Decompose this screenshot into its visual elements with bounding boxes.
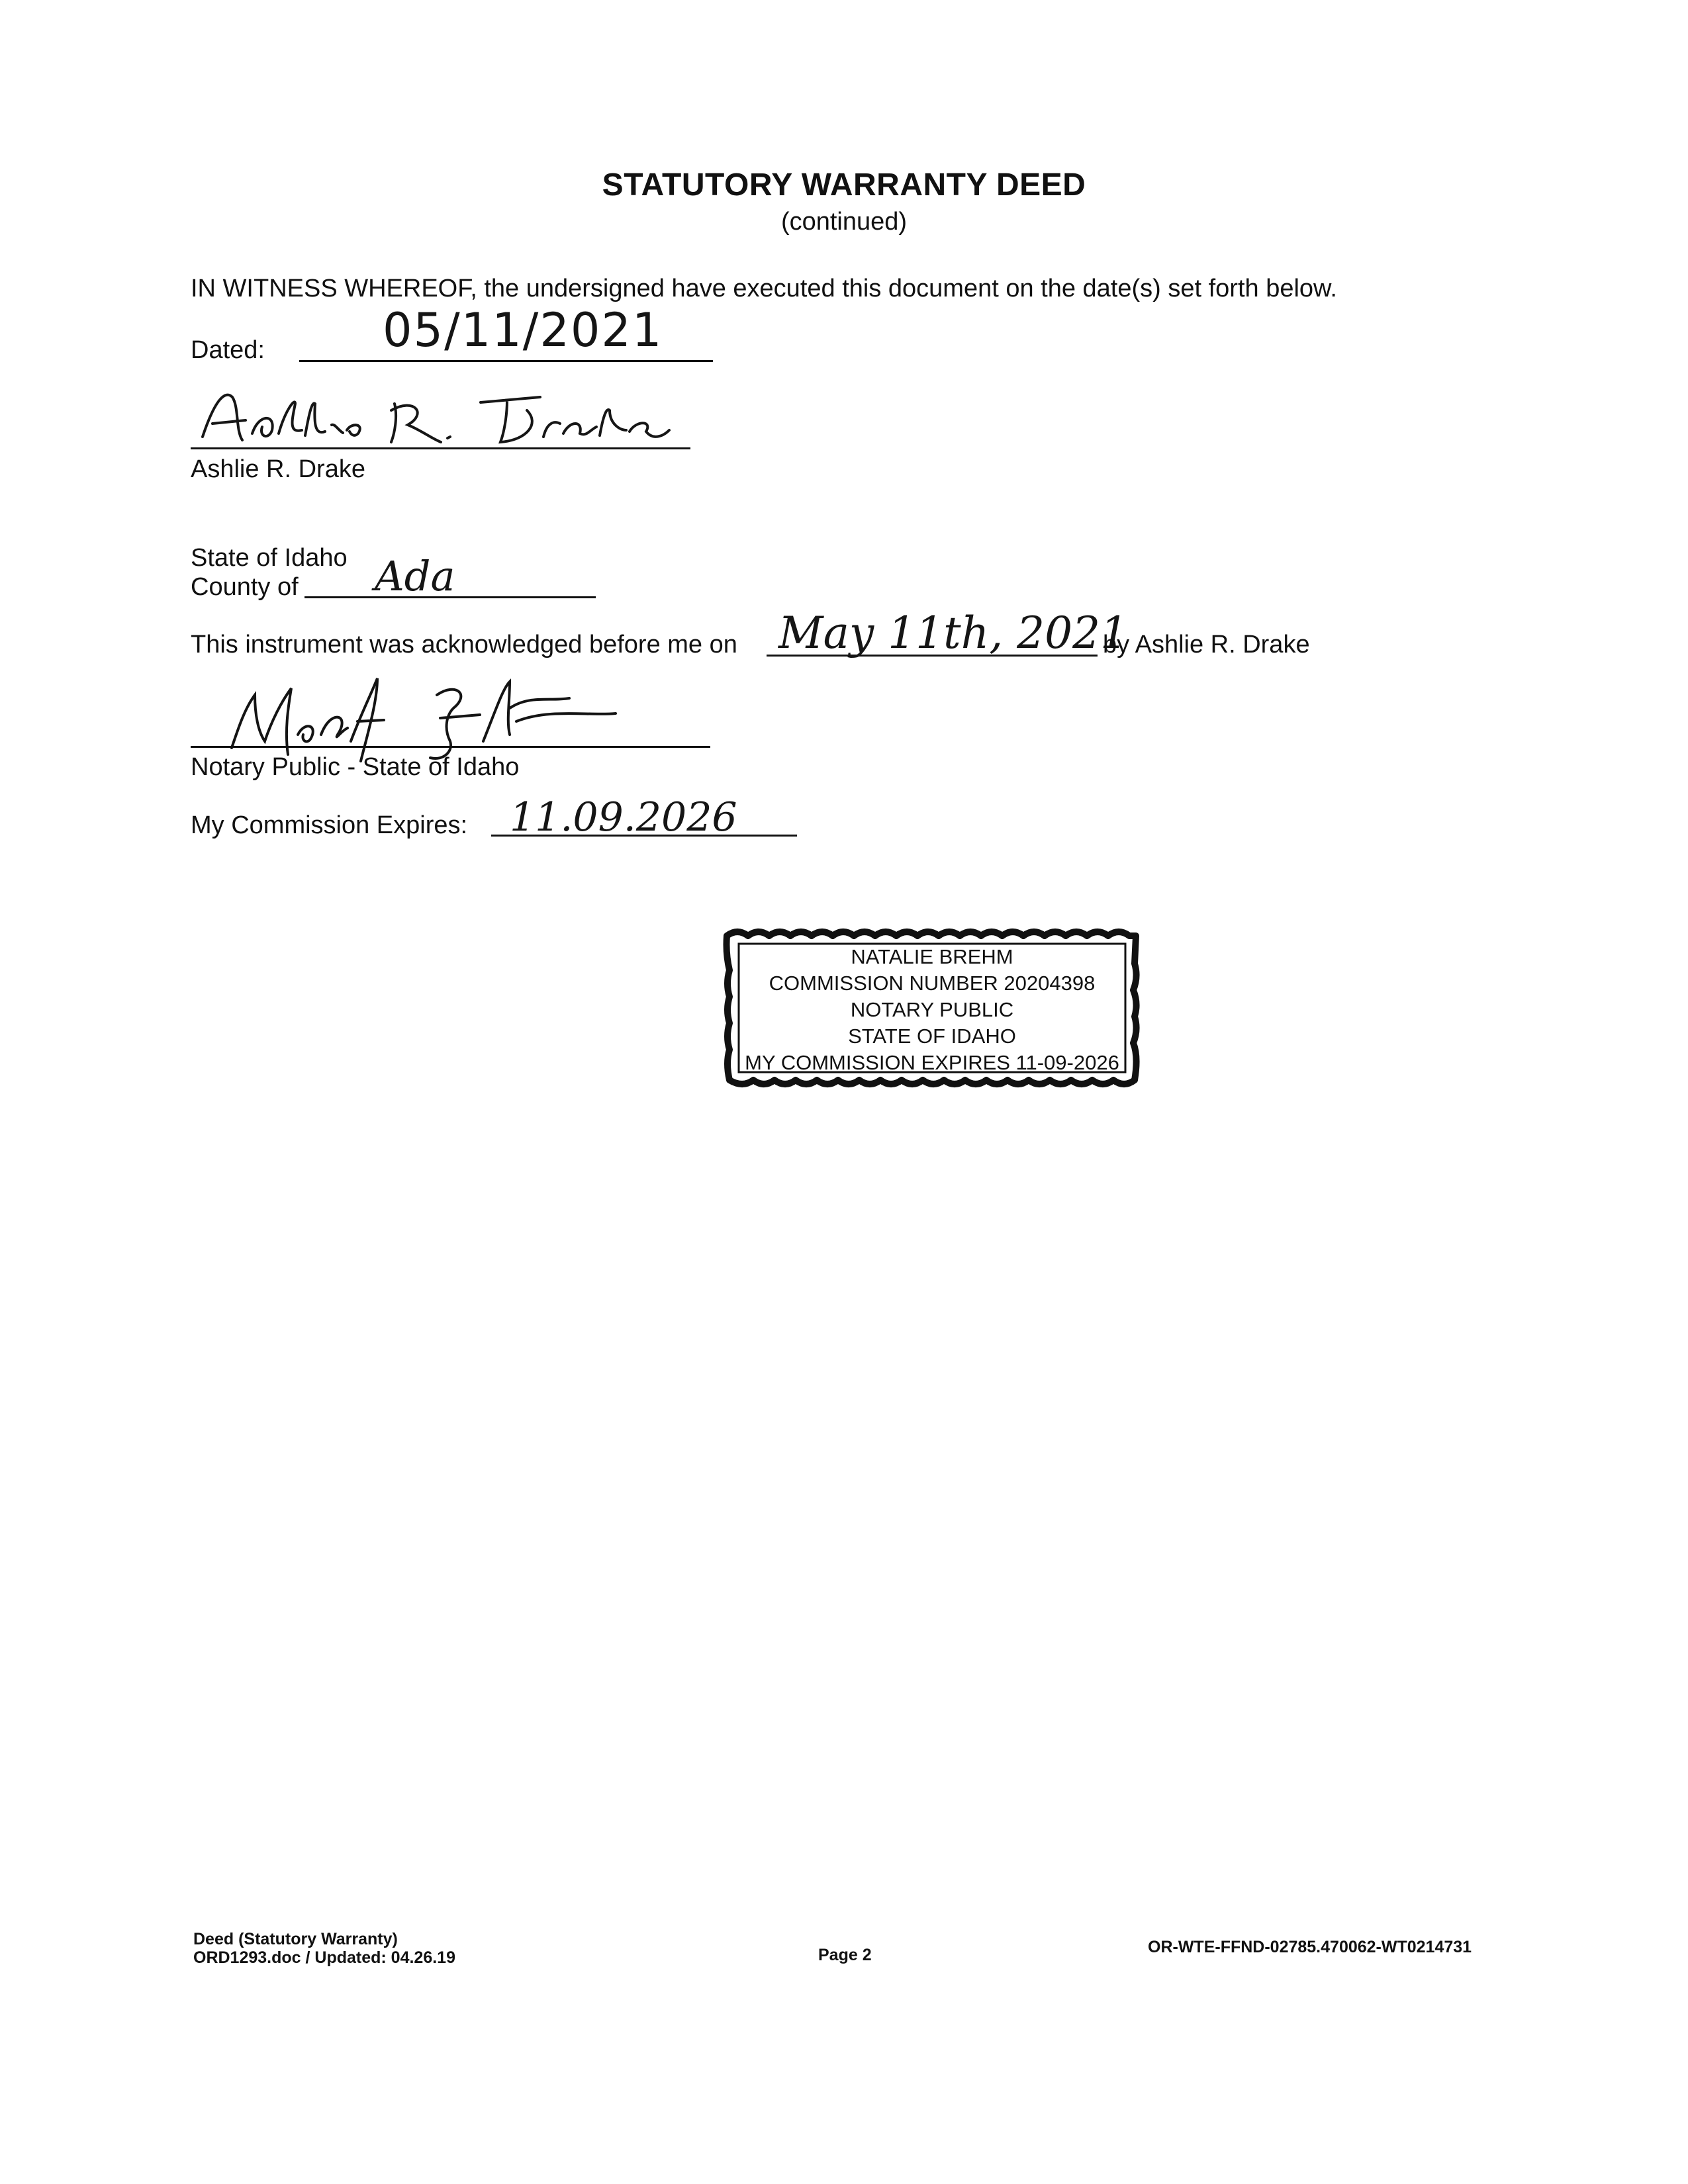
footer-order-number: OR-WTE-FFND-02785.470062-WT0214731 [1148, 1938, 1472, 1956]
county-handwritten-value: Ada [375, 552, 455, 600]
signer-name: Ashlie R. Drake [191, 455, 365, 483]
footer-doc-type: Deed (Statutory Warranty) [193, 1930, 398, 1948]
commission-handwritten-value: 11.09.2026 [510, 794, 737, 841]
dated-handwritten-value: 05/11/2021 [383, 303, 663, 357]
ack-date-handwritten: May 11th, 2021 [778, 608, 1129, 659]
footer-page-number: Page 2 [818, 1946, 872, 1964]
acknowledgment-text: This instrument was acknowledged before me on [191, 631, 737, 659]
commission-label: My Commission Expires: [191, 811, 468, 839]
ack-by-text: by Ashlie R. Drake [1103, 631, 1310, 659]
stamp-notary-public: NOTARY PUBLIC [850, 998, 1014, 1021]
state-label: State of Idaho [191, 544, 348, 572]
dated-line [299, 360, 713, 362]
county-label: County of [191, 573, 299, 601]
witness-clause: IN WITNESS WHEREOF, the undersigned have executed this document on the date(s) set forth below. [191, 275, 1337, 302]
dated-label: Dated: [191, 336, 265, 364]
document-title: STATUTORY WARRANTY DEED [602, 167, 1086, 203]
document-subtitle: (continued) [780, 208, 908, 236]
stamp-commission-number: COMMISSION NUMBER 20204398 [769, 972, 1096, 995]
signer-signature-line [191, 447, 690, 449]
stamp-notary-name: NATALIE BREHM [851, 945, 1013, 968]
notary-stamp [723, 924, 1141, 1092]
notary-signature-line [191, 746, 710, 748]
notary-label: Notary Public - State of Idaho [191, 753, 520, 781]
signer-signature [196, 384, 673, 450]
footer-doc-file: ORD1293.doc / Updated: 04.26.19 [193, 1948, 455, 1967]
stamp-expiration: MY COMMISSION EXPIRES 11-09-2026 [745, 1051, 1119, 1074]
stamp-state: STATE OF IDAHO [848, 1024, 1016, 1048]
